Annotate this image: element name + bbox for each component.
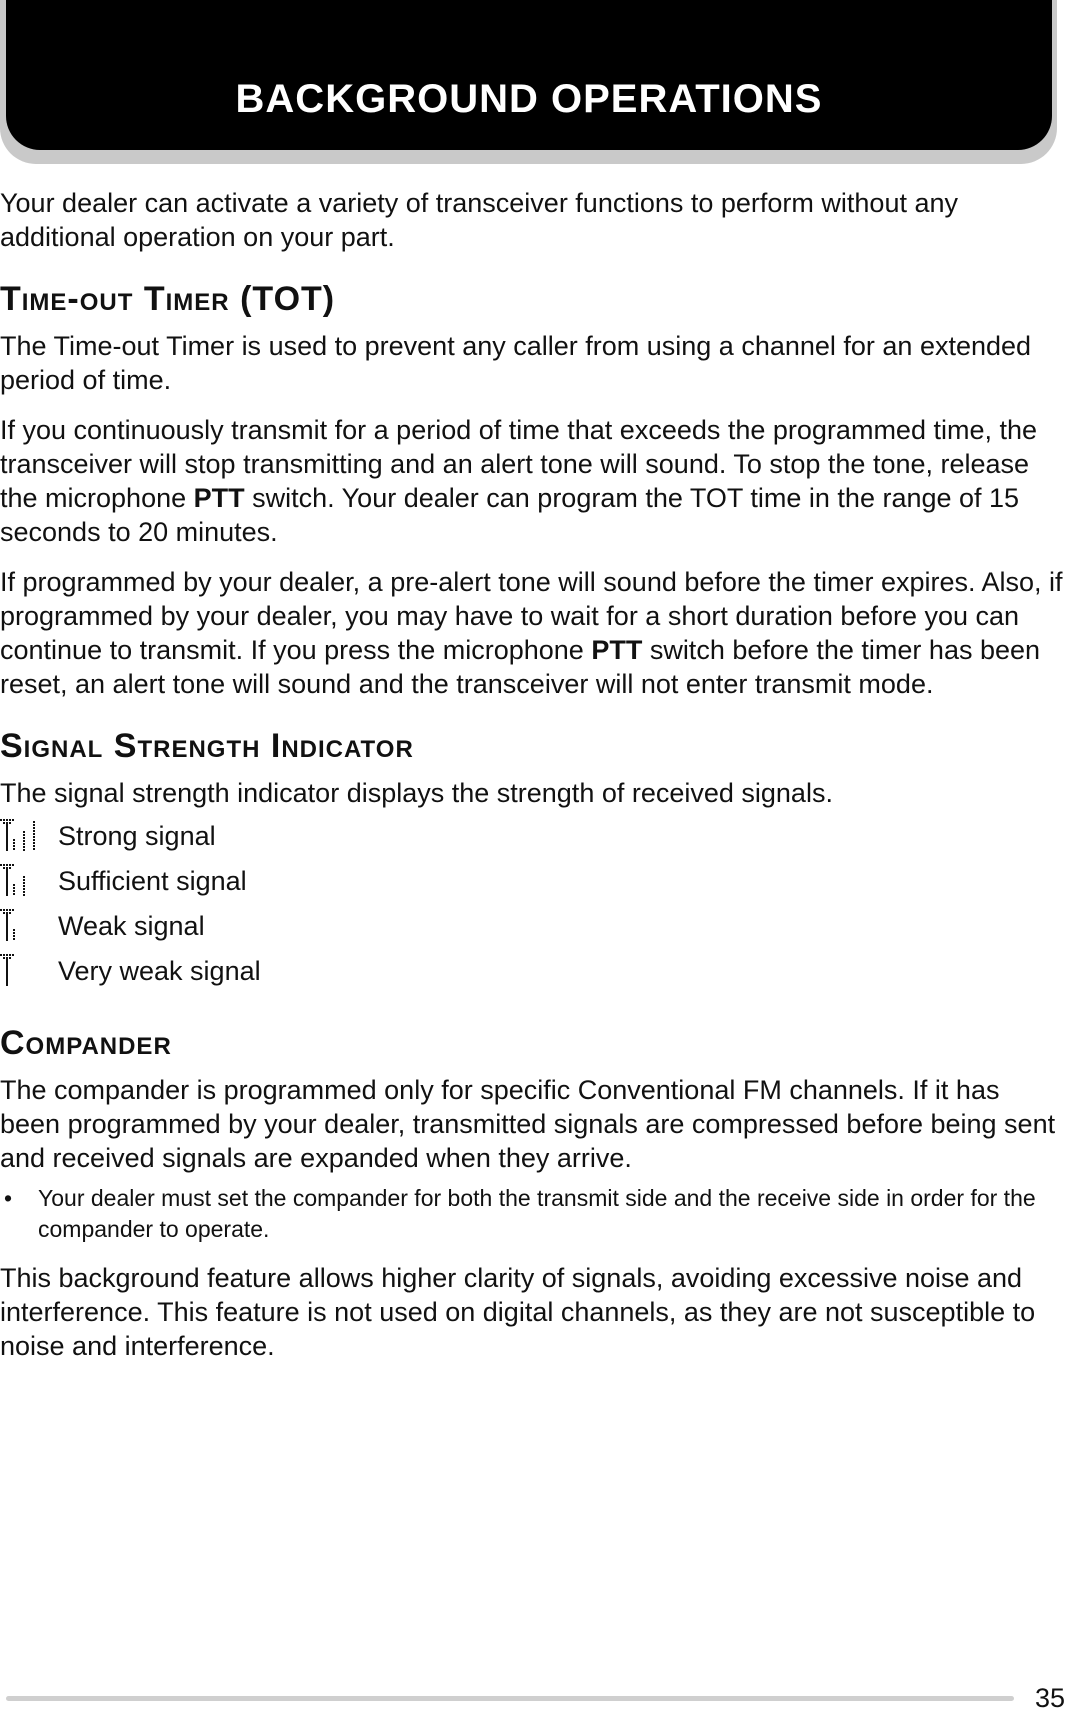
signal-heading: Signal Strength Indicator bbox=[0, 727, 414, 765]
bullet-symbol: • bbox=[4, 1185, 13, 1211]
page-number: 35 bbox=[1034, 1683, 1065, 1713]
page-content bbox=[0, 186, 1065, 1379]
signal-level-label: Very weak signal bbox=[58, 956, 261, 986]
signal-level-row bbox=[0, 949, 1065, 994]
signal-weak-icon bbox=[0, 909, 58, 945]
signal-very-weak-icon bbox=[0, 954, 58, 990]
footer-rule bbox=[6, 1696, 1014, 1701]
compander-heading: Compander bbox=[0, 1024, 172, 1062]
tot-paragraph-3 bbox=[0, 565, 1065, 701]
tot-p2-ptt: PTT bbox=[193, 483, 245, 513]
tot-p2-text-a: If you continuously transmit for a period of time that exceeds the programmed time, the transceiver will stop transmitting and an alert tone will sound. To stop the tone, release the microphone bbox=[0, 415, 1038, 513]
intro-paragraph: Your dealer can activate a variety of transceiver functions to perform without any additional operation on your part. bbox=[0, 188, 958, 252]
signal-strong-icon bbox=[0, 819, 58, 855]
page-header bbox=[6, 0, 1052, 150]
tot-heading-text: Time-out Timer bbox=[0, 280, 230, 318]
signal-level-label: Weak signal bbox=[58, 911, 205, 941]
compander-paragraph-1: The compander is programmed only for specific Conventional FM channels. If it has been programmed by your dealer, transmitted signals are compressed before being sent and received signals are expanded when they arrive. bbox=[0, 1075, 1056, 1173]
signal-sufficient-icon bbox=[0, 864, 58, 900]
signal-level-list bbox=[0, 814, 1065, 994]
tot-p2-text-b: switch. Your dealer can program the TOT time in the range of 15 seconds to 20 minutes. bbox=[0, 483, 1020, 547]
tot-paragraph-2 bbox=[0, 413, 1065, 549]
tot-p3-ptt: PTT bbox=[591, 635, 643, 665]
page-title: BACKGROUND OPERATIONS bbox=[235, 77, 823, 121]
signal-level-row bbox=[0, 814, 1065, 859]
compander-note-text: Your dealer must set the compander for both the transmit side and the receive side in order for the compander to operate. bbox=[38, 1185, 1036, 1242]
tot-p3-text-b: switch before the timer has been reset, an alert tone will sound and the transceiver will not enter transmit mode. bbox=[0, 635, 1041, 699]
signal-level-label: Sufficient signal bbox=[58, 866, 247, 896]
signal-level-label: Strong signal bbox=[58, 821, 216, 851]
tot-p3-text-a: If programmed by your dealer, a pre-alert tone will sound before the timer expires. Also, if programmed by your dealer, you may have to wait for a short duration before you can continue to transmit. If you press the microphone bbox=[0, 567, 1063, 665]
tot-paragraph-1: The Time-out Timer is used to prevent any caller from using a channel for an extended period of time. bbox=[0, 331, 1032, 395]
tot-heading bbox=[0, 280, 1065, 319]
signal-level-row bbox=[0, 859, 1065, 904]
compander-note bbox=[0, 1183, 1065, 1245]
signal-paragraph: The signal strength indicator displays the strength of received signals. bbox=[0, 778, 833, 808]
signal-level-row bbox=[0, 904, 1065, 949]
compander-paragraph-2: This background feature allows higher clarity of signals, avoiding excessive noise and interference. This feature is not used on digital channels, as they are not susceptible to noise and interference. bbox=[0, 1263, 1036, 1361]
tot-heading-paren: (TOT) bbox=[240, 280, 336, 318]
